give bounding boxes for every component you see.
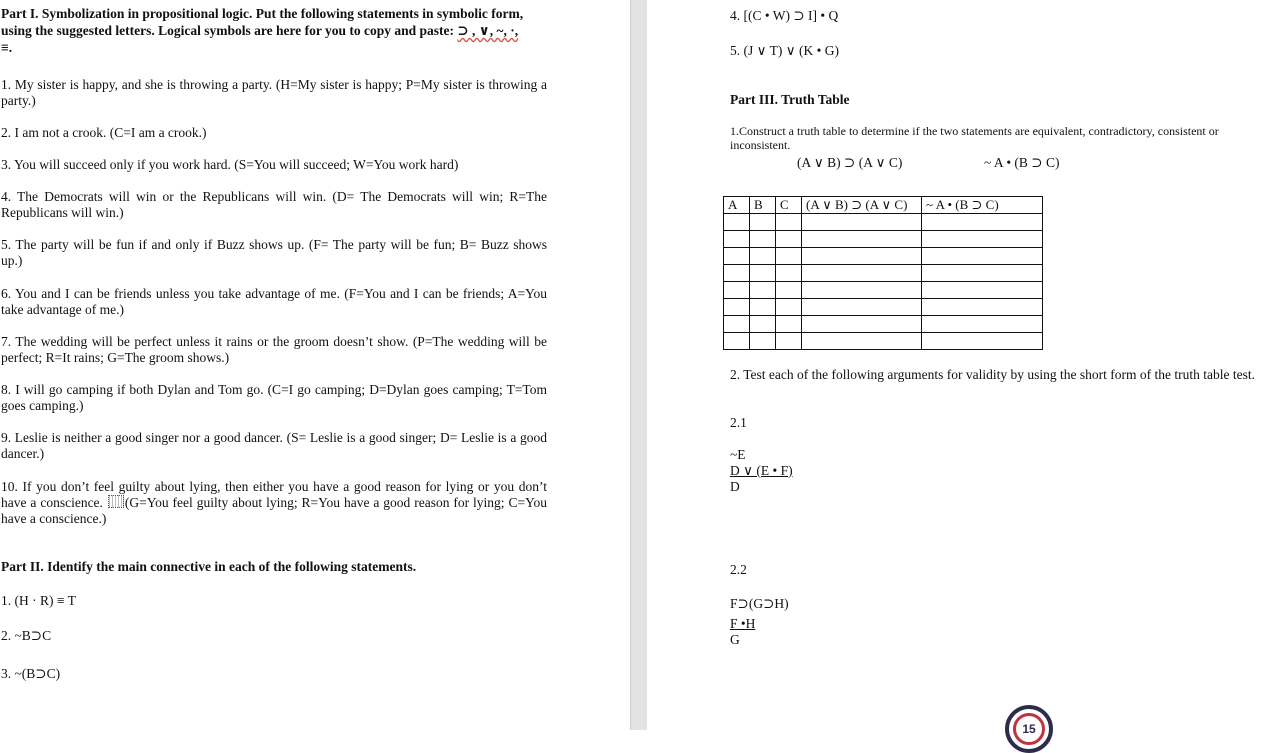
truth-table-cell[interactable] [776,231,802,248]
part1-item-1: 1. My sister is happy, and she is throwing a party. (H=My sister is happy; P=My sister is throwing a party.) [1,77,547,108]
truth-table-cell[interactable] [802,265,922,282]
truth-table-cell[interactable] [724,214,750,231]
statement-1: (A ∨ B) ⊃ (A ∨ C) [797,155,903,170]
part1-item-7: 7. The wedding will be perfect unless it rains or the groom doesn’t show. (P=The wedding will be perfect; R=It rains; G=The groom shows.) [1,334,547,365]
part3-instruction: 1.Construct a truth table to determine if the two statements are equivalent, contradictory, consistent or inconsistent. [730,124,1219,152]
truth-table-row [724,333,1043,350]
part1-heading [1,5,547,56]
part2-item-4: 4. [(C • W) ⊃ I] • Q [730,8,839,23]
document-page-right [647,0,1278,736]
argument-1-premise-1: ~E [730,447,746,462]
truth-table-cell[interactable] [724,299,750,316]
truth-table-cell[interactable] [724,316,750,333]
truth-table-cell[interactable] [802,282,922,299]
part1-item-8: 8. I will go camping if both Dylan and Tom go. (C=I go camping; D=Dylan goes camping; T=Tom goes camping.) [1,382,547,413]
truth-table-cell[interactable] [776,282,802,299]
symbol-list: ⊃ , ∨, ~, ·, [457,23,519,38]
part2-item-2: 2. ~B⊃C [1,628,52,643]
symbol-equiv: ≡. [1,40,13,55]
part1-item-4: 4. The Democrats will win or the Republicans will win. (D= The Democrats will win; R=The Republicans will win.) [1,189,547,220]
truth-table-row [724,316,1043,333]
page-gap [630,0,648,730]
truth-table-cell[interactable] [922,333,1043,350]
truth-table-cell[interactable] [750,333,776,350]
argument-1-label: 2.1 [730,415,747,430]
part2-item-1: 1. (H · R) ≡ T [1,593,76,608]
truth-table-cell[interactable] [922,316,1043,333]
truth-table-header-statement-2: ~ A • (B ⊃ C) [922,197,1043,214]
truth-table-row [724,214,1043,231]
argument-2-conclusion: G [730,632,740,647]
truth-table-row [724,248,1043,265]
part1-item-5: 5. The party will be fun if and only if Buzz shows up. (F= The party will be fun; B= Buzz shows up.) [1,237,547,268]
argument-2-label: 2.2 [730,562,747,577]
truth-table-cell[interactable] [750,231,776,248]
truth-table-cell[interactable] [776,214,802,231]
truth-table-cell[interactable] [802,248,922,265]
statement-2: ~ A • (B ⊃ C) [984,155,1060,170]
part1-item-10 [1,479,547,527]
truth-table-row [724,265,1043,282]
truth-table-cell[interactable] [922,214,1043,231]
validity-instruction: 2. Test each of the following arguments for validity by using the short form of the truth table test. [730,367,1255,382]
truth-table-cell[interactable] [724,231,750,248]
document-page-left [0,0,630,730]
truth-table-cell[interactable] [802,231,922,248]
badge-count: 15 [1013,713,1045,745]
truth-table-header-b: B [750,197,776,214]
truth-table-header-c: C [776,197,802,214]
part1-item-9: 9. Leslie is neither a good singer nor a good dancer. (S= Leslie is a good singer; D= Leslie is a good dancer.) [1,430,547,461]
argument-1-premise-2: D ∨ (E • F) [730,463,793,478]
truth-table-cell[interactable] [724,265,750,282]
argument-2 [730,596,789,648]
truth-table-cell[interactable] [750,265,776,282]
inline-object-icon [108,495,124,508]
truth-table-row [724,299,1043,316]
truth-table-cell[interactable] [776,316,802,333]
part2-heading: Part II. Identify the main connective in each of the following statements. [1,559,417,574]
truth-table-cell[interactable] [922,282,1043,299]
part1-heading-line2: using the suggested letters. Logical symbols are here for you to copy and paste: [1,23,454,38]
truth-table [723,196,1043,350]
truth-table-cell[interactable] [724,333,750,350]
part2-item-5: 5. (J ∨ T) ∨ (K • G) [730,43,839,58]
truth-table-cell[interactable] [750,316,776,333]
truth-table-cell[interactable] [802,299,922,316]
truth-table-cell[interactable] [724,248,750,265]
part2-item-3: 3. ~(B⊃C) [1,666,61,681]
part1-item-10-key: (G=You feel guilty about lying; R=You have a good reason for lying; C=You have a conscience.) [1,495,548,526]
part1-item-10-text: 10. If you don’t feel guilty about lying, then either you have a good reason for lying or you don’t have a conscience. [1,479,547,510]
truth-table-header-a: A [724,197,750,214]
part1-item-2: 2. I am not a crook. (C=I am a crook.) [1,125,207,140]
truth-table-cell[interactable] [922,265,1043,282]
truth-table-cell[interactable] [802,333,922,350]
part1-item-3: 3. You will succeed only if you work hard. (S=You will succeed; W=You work hard) [1,157,459,172]
part1-heading-line1: Part I. Symbolization in propositional logic. Put the following statements in symbolic form, [1,6,524,21]
truth-table-cell[interactable] [802,214,922,231]
truth-table-row [724,231,1043,248]
argument-1-conclusion: D [730,479,740,494]
truth-table-cell[interactable] [802,316,922,333]
truth-table-cell[interactable] [922,231,1043,248]
floating-badge[interactable] [1005,705,1053,753]
truth-table-cell[interactable] [724,282,750,299]
truth-table-cell[interactable] [776,333,802,350]
truth-table-cell[interactable] [776,265,802,282]
argument-2-premise-1: F⊃(G⊃H) [730,596,789,611]
part3-heading: Part III. Truth Table [730,92,850,107]
truth-table-cell[interactable] [750,299,776,316]
argument-2-premise-2: F •H [730,616,756,631]
part1-item-6: 6. You and I can be friends unless you take advantage of me. (F=You and I can be friends; A=You take advantage of me.) [1,286,547,317]
truth-table-header-statement-1: (A ∨ B) ⊃ (A ∨ C) [802,197,922,214]
truth-table-cell[interactable] [750,282,776,299]
truth-table-cell[interactable] [750,214,776,231]
argument-1 [730,447,793,495]
truth-table-header-row [724,197,1043,214]
truth-table-cell[interactable] [776,299,802,316]
truth-table-cell[interactable] [922,299,1043,316]
truth-table-cell[interactable] [750,248,776,265]
truth-table-row [724,282,1043,299]
truth-table-cell[interactable] [922,248,1043,265]
truth-table-cell[interactable] [776,248,802,265]
